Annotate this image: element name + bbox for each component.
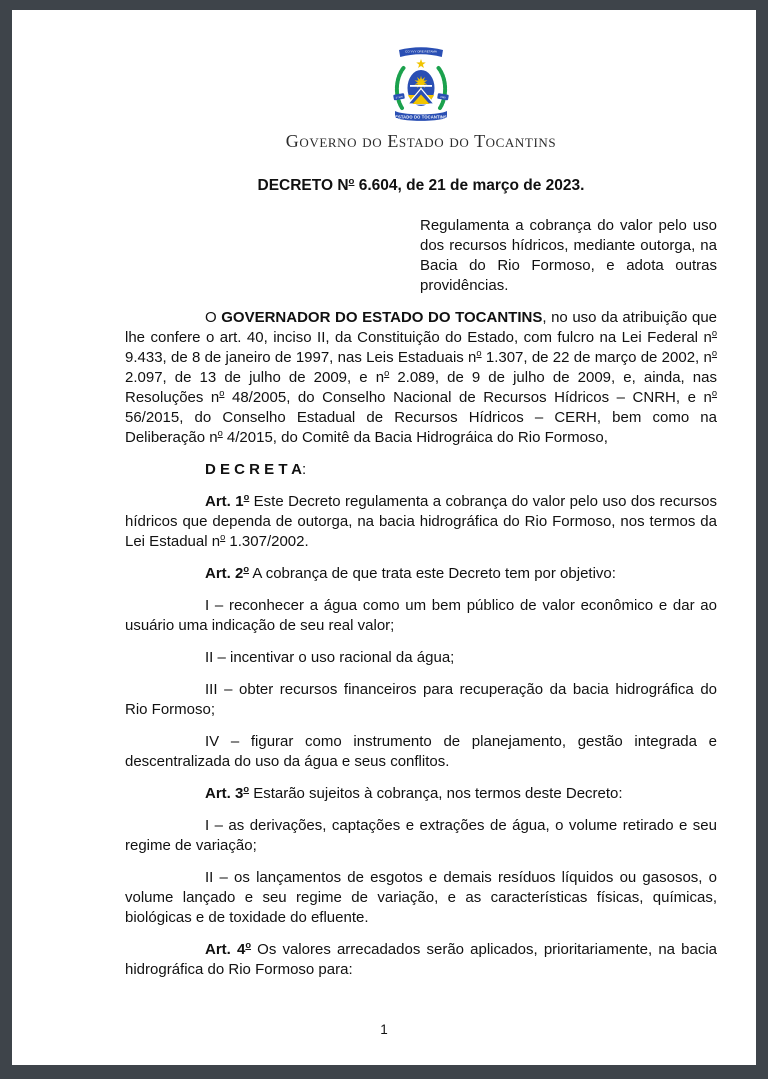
- scroll-left-text: 1º JAN: [395, 95, 404, 100]
- ordinal-indicator: o: [220, 532, 226, 542]
- branch-left-icon: [397, 68, 404, 108]
- text-run: 48/2005, do Conselho Nacional de Recursos Hídricos – CNRH, e n: [224, 389, 712, 406]
- text-run: IV – figurar como instrumento de planejamento, gestão integrada e descentralizada do uso da água e seus conflitos.: [125, 733, 717, 770]
- document-body: [125, 308, 717, 980]
- text-run: II – incentivar o uso racional da água;: [205, 649, 455, 666]
- text-run: 1.307/2002.: [225, 533, 309, 550]
- text-run: II – os lançamentos de esgotos e demais resíduos líquidos ou gasosos, o volume lançado e seu regime de variação, e as características físicas, químicas, biológicas e de toxidade do efluente.: [125, 869, 717, 926]
- ordinal-indicator: o: [711, 388, 717, 398]
- scroll-left: [393, 93, 405, 100]
- text-run: 56/2015, do Conselho Estadual de Recursos Hídricos – CERH, bem como na Deliberação n: [125, 409, 717, 446]
- scroll-right-text: 1989: [439, 95, 446, 100]
- ordinal-indicator: o: [243, 564, 250, 574]
- document-page: [12, 10, 756, 1065]
- text-run: Este Decreto regulamenta a cobrança do valor pelo uso dos recursos hídricos que dependa de outorga, na bacia hidrográfica do Rio Formoso, nos termos da Lei Estadual n: [125, 493, 717, 550]
- text-run: , no uso da atribuição que lhe confere o art. 40, inciso II, da Constituição do Estado, com fulcro na Lei Federal n: [125, 309, 717, 346]
- text-run: :: [301, 461, 307, 478]
- ordinal-indicator: o: [384, 368, 390, 378]
- ordinal-indicator: o: [711, 328, 717, 338]
- paragraph-art-2: [125, 564, 717, 584]
- ordinal-indicator: o: [243, 784, 250, 794]
- ordinal-indicator: o: [245, 940, 252, 950]
- decree-title: [125, 176, 717, 196]
- branch-right-icon: [439, 68, 446, 108]
- text-run: Art. 3: [205, 785, 244, 802]
- text-run: D E C R E T A: [205, 461, 302, 478]
- ordinal-indicator: o: [217, 428, 223, 438]
- ordinal-indicator: o: [219, 388, 225, 398]
- text-run: A cobrança de que trata este Decreto tem por objetivo:: [249, 565, 616, 582]
- text-run: DECRETO N: [257, 177, 349, 194]
- text-run: O: [205, 309, 222, 326]
- text-run: Regulamenta a cobrança do valor pelo uso dos recursos hídricos, mediante outorga, na Bacia do Rio Formoso, e adota outras providências.: [420, 217, 717, 294]
- text-run: 1.307, de 22 de março de 2002, n: [481, 349, 712, 366]
- text-run: III – obter recursos financeiros para recuperação da bacia hidrográfica do Rio Formoso;: [125, 681, 717, 718]
- paragraph-art-4: [125, 940, 717, 980]
- paragraph-art-2-inciso-i: [125, 596, 717, 636]
- paragraph-art-2-inciso-iv: [125, 732, 717, 772]
- text-run: 9.433, de 8 de janeiro de 1997, nas Leis Estaduais n: [125, 349, 477, 366]
- paragraph-art-2-inciso-ii: [125, 648, 717, 668]
- government-name: Governo do Estado do Tocantins: [285, 131, 557, 151]
- ordinal-indicator: o: [476, 348, 482, 358]
- text-run: I – as derivações, captações e extrações de água, o volume retirado e seu regime de variação;: [125, 817, 717, 854]
- text-run: Art. 4: [205, 941, 246, 958]
- motto-text: CO YVY ORE RETAMA: [405, 49, 437, 54]
- text-run: 2.097, de 13 de julho de 2009, e n: [125, 369, 385, 386]
- decree-summary: [420, 216, 717, 296]
- paragraph-art-2-inciso-iii: [125, 680, 717, 720]
- page-number: 1: [380, 1022, 388, 1037]
- paragraph-art-3-inciso-ii: [125, 868, 717, 928]
- text-run: 6.604, de 21 de março de 2023.: [354, 177, 585, 194]
- ordinal-indicator: o: [348, 175, 355, 187]
- ordinal-indicator: o: [243, 492, 250, 502]
- text-run: Estarão sujeitos à cobrança, nos termos deste Decreto:: [249, 785, 623, 802]
- paragraph-preamble: [125, 308, 717, 448]
- text-run: GOVERNADOR DO ESTADO DO TOCANTINS: [221, 309, 543, 326]
- paragraph-art-1: [125, 492, 717, 552]
- star-icon: [416, 59, 426, 68]
- text-run: I – reconhecer a água como um bem público de valor econômico e dar ao usuário uma indicação de seu real valor;: [125, 597, 717, 634]
- paragraph-art-3-inciso-i: [125, 816, 717, 856]
- text-run: Os valores arrecadados serão aplicados, prioritariamente, na bacia hidrográfica do Rio Formoso para:: [125, 941, 718, 978]
- text-run: 2.089, de 9 de julho de 2009, e, ainda, nas Resoluções n: [125, 369, 717, 406]
- banner-text: ESTADO DO TOCANTINS: [395, 114, 447, 120]
- tocantins-coat-of-arms-icon: [389, 44, 453, 128]
- text-run: Art. 2: [205, 565, 244, 582]
- paragraph-art-3: [125, 784, 717, 804]
- document-content: [125, 10, 717, 992]
- ordinal-indicator: o: [711, 348, 717, 358]
- horizon-band: [410, 85, 432, 87]
- paragraph-decreta: [125, 460, 717, 480]
- scroll-right: [437, 93, 449, 100]
- text-run: Art. 1: [205, 493, 244, 510]
- text-run: 4/2015, do Comitê da Bacia Hidrográica do Rio Formoso,: [222, 429, 608, 446]
